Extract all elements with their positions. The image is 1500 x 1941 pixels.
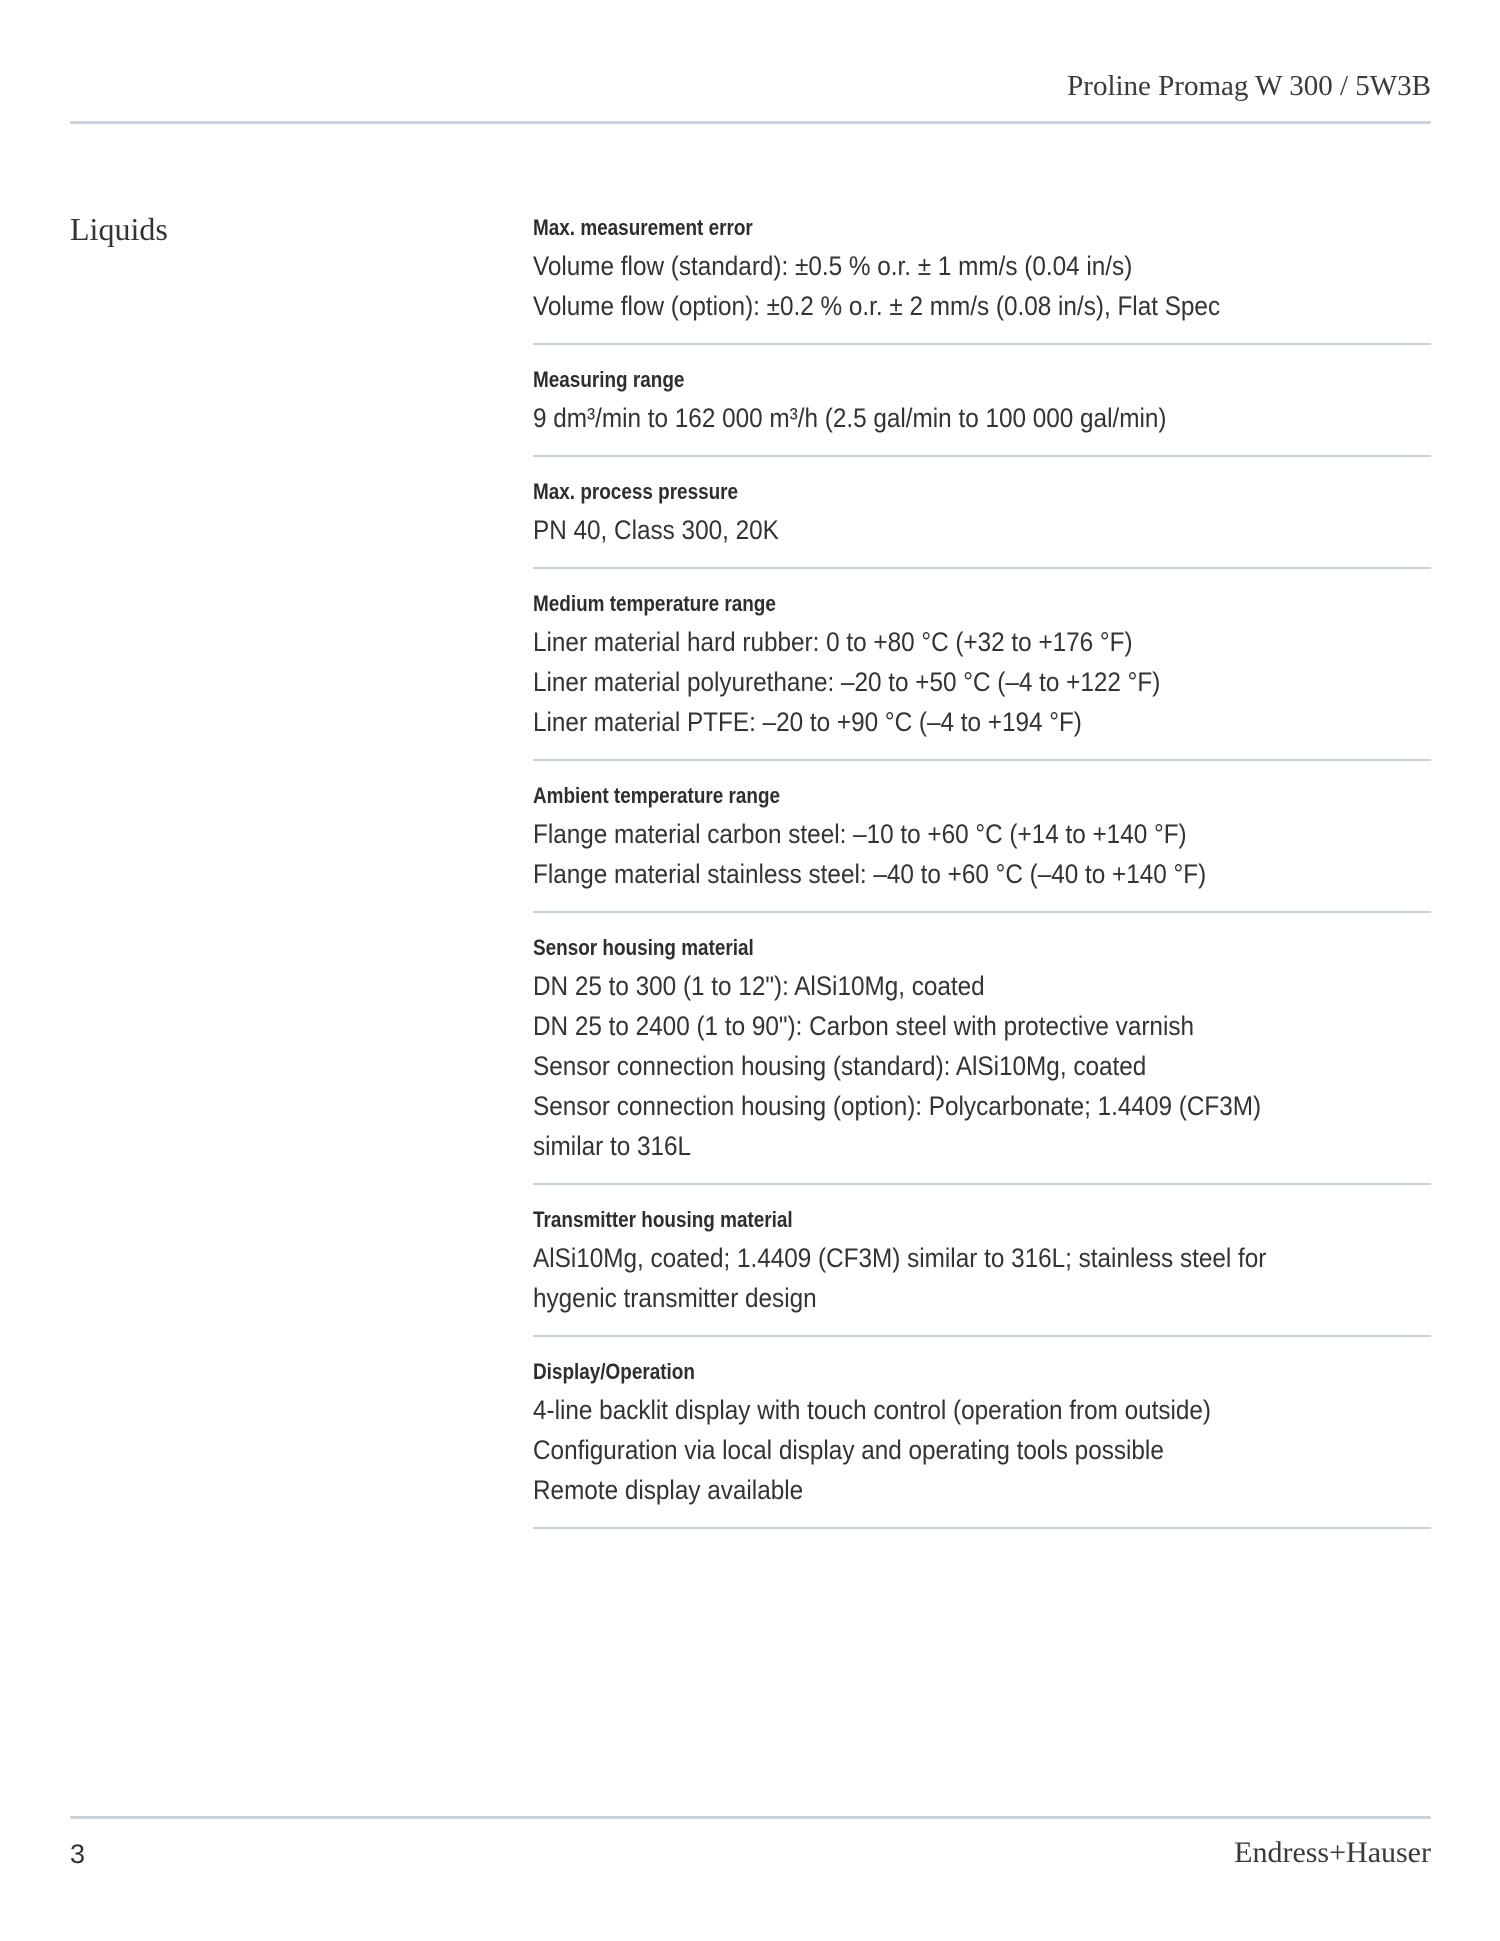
spec-heading <box>533 930 1431 966</box>
spec-block-transmitter-housing-material <box>533 1185 1431 1337</box>
spec-line <box>533 1470 1431 1510</box>
spec-heading <box>533 474 1431 510</box>
spec-line <box>533 1046 1431 1086</box>
spec-heading <box>533 362 1431 398</box>
spec-line-text: Liner material hard rubber: 0 to +80 °C (+32 to +176 °F) <box>533 627 1133 657</box>
spec-block-max-process-pressure <box>533 457 1431 569</box>
spec-line-text: 4-line backlit display with touch control (operation from outside) <box>533 1395 1212 1425</box>
spec-line <box>533 1430 1431 1470</box>
spec-line-text: Liner material PTFE: –20 to +90 °C (–4 to +194 °F) <box>533 707 1082 737</box>
spec-block-sensor-housing-material <box>533 913 1431 1185</box>
page-number: 3 <box>70 1839 86 1869</box>
spec-heading <box>533 1354 1431 1390</box>
footer-divider <box>70 1816 1431 1819</box>
spec-line-text: 9 dm³/min to 162 000 m³/h (2.5 gal/min to 100 000 gal/min) <box>533 403 1167 433</box>
spec-heading <box>533 586 1431 622</box>
spec-line-text: Flange material carbon steel: –10 to +60 °C (+14 to +140 °F) <box>533 819 1187 849</box>
spec-line-text: Flange material stainless steel: –40 to +60 °C (–40 to +140 °F) <box>533 859 1207 889</box>
spec-line-text: Sensor connection housing (standard): AlSi10Mg, coated <box>533 1051 1147 1081</box>
spec-heading-text: Measuring range <box>533 367 685 392</box>
spec-heading-text: Sensor housing material <box>533 935 754 960</box>
spec-line-text: hygenic transmitter design <box>533 1283 817 1313</box>
spec-line-text: PN 40, Class 300, 20K <box>533 515 779 545</box>
spec-heading-text: Max. measurement error <box>533 215 753 240</box>
spec-line <box>533 1238 1431 1278</box>
spec-line <box>533 1390 1431 1430</box>
spec-line-text: Sensor connection housing (option): Polycarbonate; 1.4409 (CF3M) <box>533 1091 1262 1121</box>
spec-line <box>533 510 1431 550</box>
spec-line-text: Liner material polyurethane: –20 to +50 °C (–4 to +122 °F) <box>533 667 1161 697</box>
spec-line-text: similar to 316L <box>533 1131 692 1161</box>
spec-heading <box>533 778 1431 814</box>
spec-heading-text: Ambient temperature range <box>533 783 781 808</box>
spec-list <box>533 210 1431 1529</box>
spec-block-max-measurement-error <box>533 210 1431 345</box>
spec-heading-text: Medium temperature range <box>533 591 776 616</box>
spec-line-text: Remote display available <box>533 1475 804 1505</box>
spec-line <box>533 702 1431 742</box>
spec-line-text: Volume flow (standard): ±0.5 % o.r. ± 1 mm/s (0.04 in/s) <box>533 251 1133 281</box>
spec-line-text: AlSi10Mg, coated; 1.4409 (CF3M) similar to 316L; stainless steel for <box>533 1243 1267 1273</box>
spec-line-text: DN 25 to 300 (1 to 12"): AlSi10Mg, coated <box>533 971 985 1001</box>
spec-line <box>533 814 1431 854</box>
spec-line <box>533 1086 1431 1126</box>
spec-line <box>533 854 1431 894</box>
spec-line <box>533 662 1431 702</box>
spec-heading-text: Display/Operation <box>533 1359 695 1384</box>
section-label: Liquids <box>70 211 168 247</box>
spec-line <box>533 1006 1431 1046</box>
document-title: Proline Promag W 300 / 5W3B <box>1067 70 1431 102</box>
header-divider <box>70 121 1431 124</box>
spec-line <box>533 966 1431 1006</box>
spec-line <box>533 1126 1431 1166</box>
spec-line <box>533 246 1431 286</box>
spec-block-measuring-range <box>533 345 1431 457</box>
spec-block-display-operation <box>533 1337 1431 1529</box>
spec-line <box>533 1278 1431 1318</box>
spec-heading <box>533 1202 1431 1238</box>
brand-name: Endress+Hauser <box>1234 1836 1431 1869</box>
spec-line-text: DN 25 to 2400 (1 to 90"): Carbon steel with protective varnish <box>533 1011 1195 1041</box>
spec-block-ambient-temperature-range <box>533 761 1431 913</box>
spec-line <box>533 286 1431 326</box>
spec-heading-text: Transmitter housing material <box>533 1207 793 1232</box>
spec-line-text: Volume flow (option): ±0.2 % o.r. ± 2 mm/s (0.08 in/s), Flat Spec <box>533 291 1221 321</box>
spec-line <box>533 398 1431 438</box>
spec-heading <box>533 210 1431 246</box>
spec-heading-text: Max. process pressure <box>533 479 739 504</box>
spec-line <box>533 622 1431 662</box>
spec-line-text: Configuration via local display and operating tools possible <box>533 1435 1164 1465</box>
spec-block-medium-temperature-range <box>533 569 1431 761</box>
